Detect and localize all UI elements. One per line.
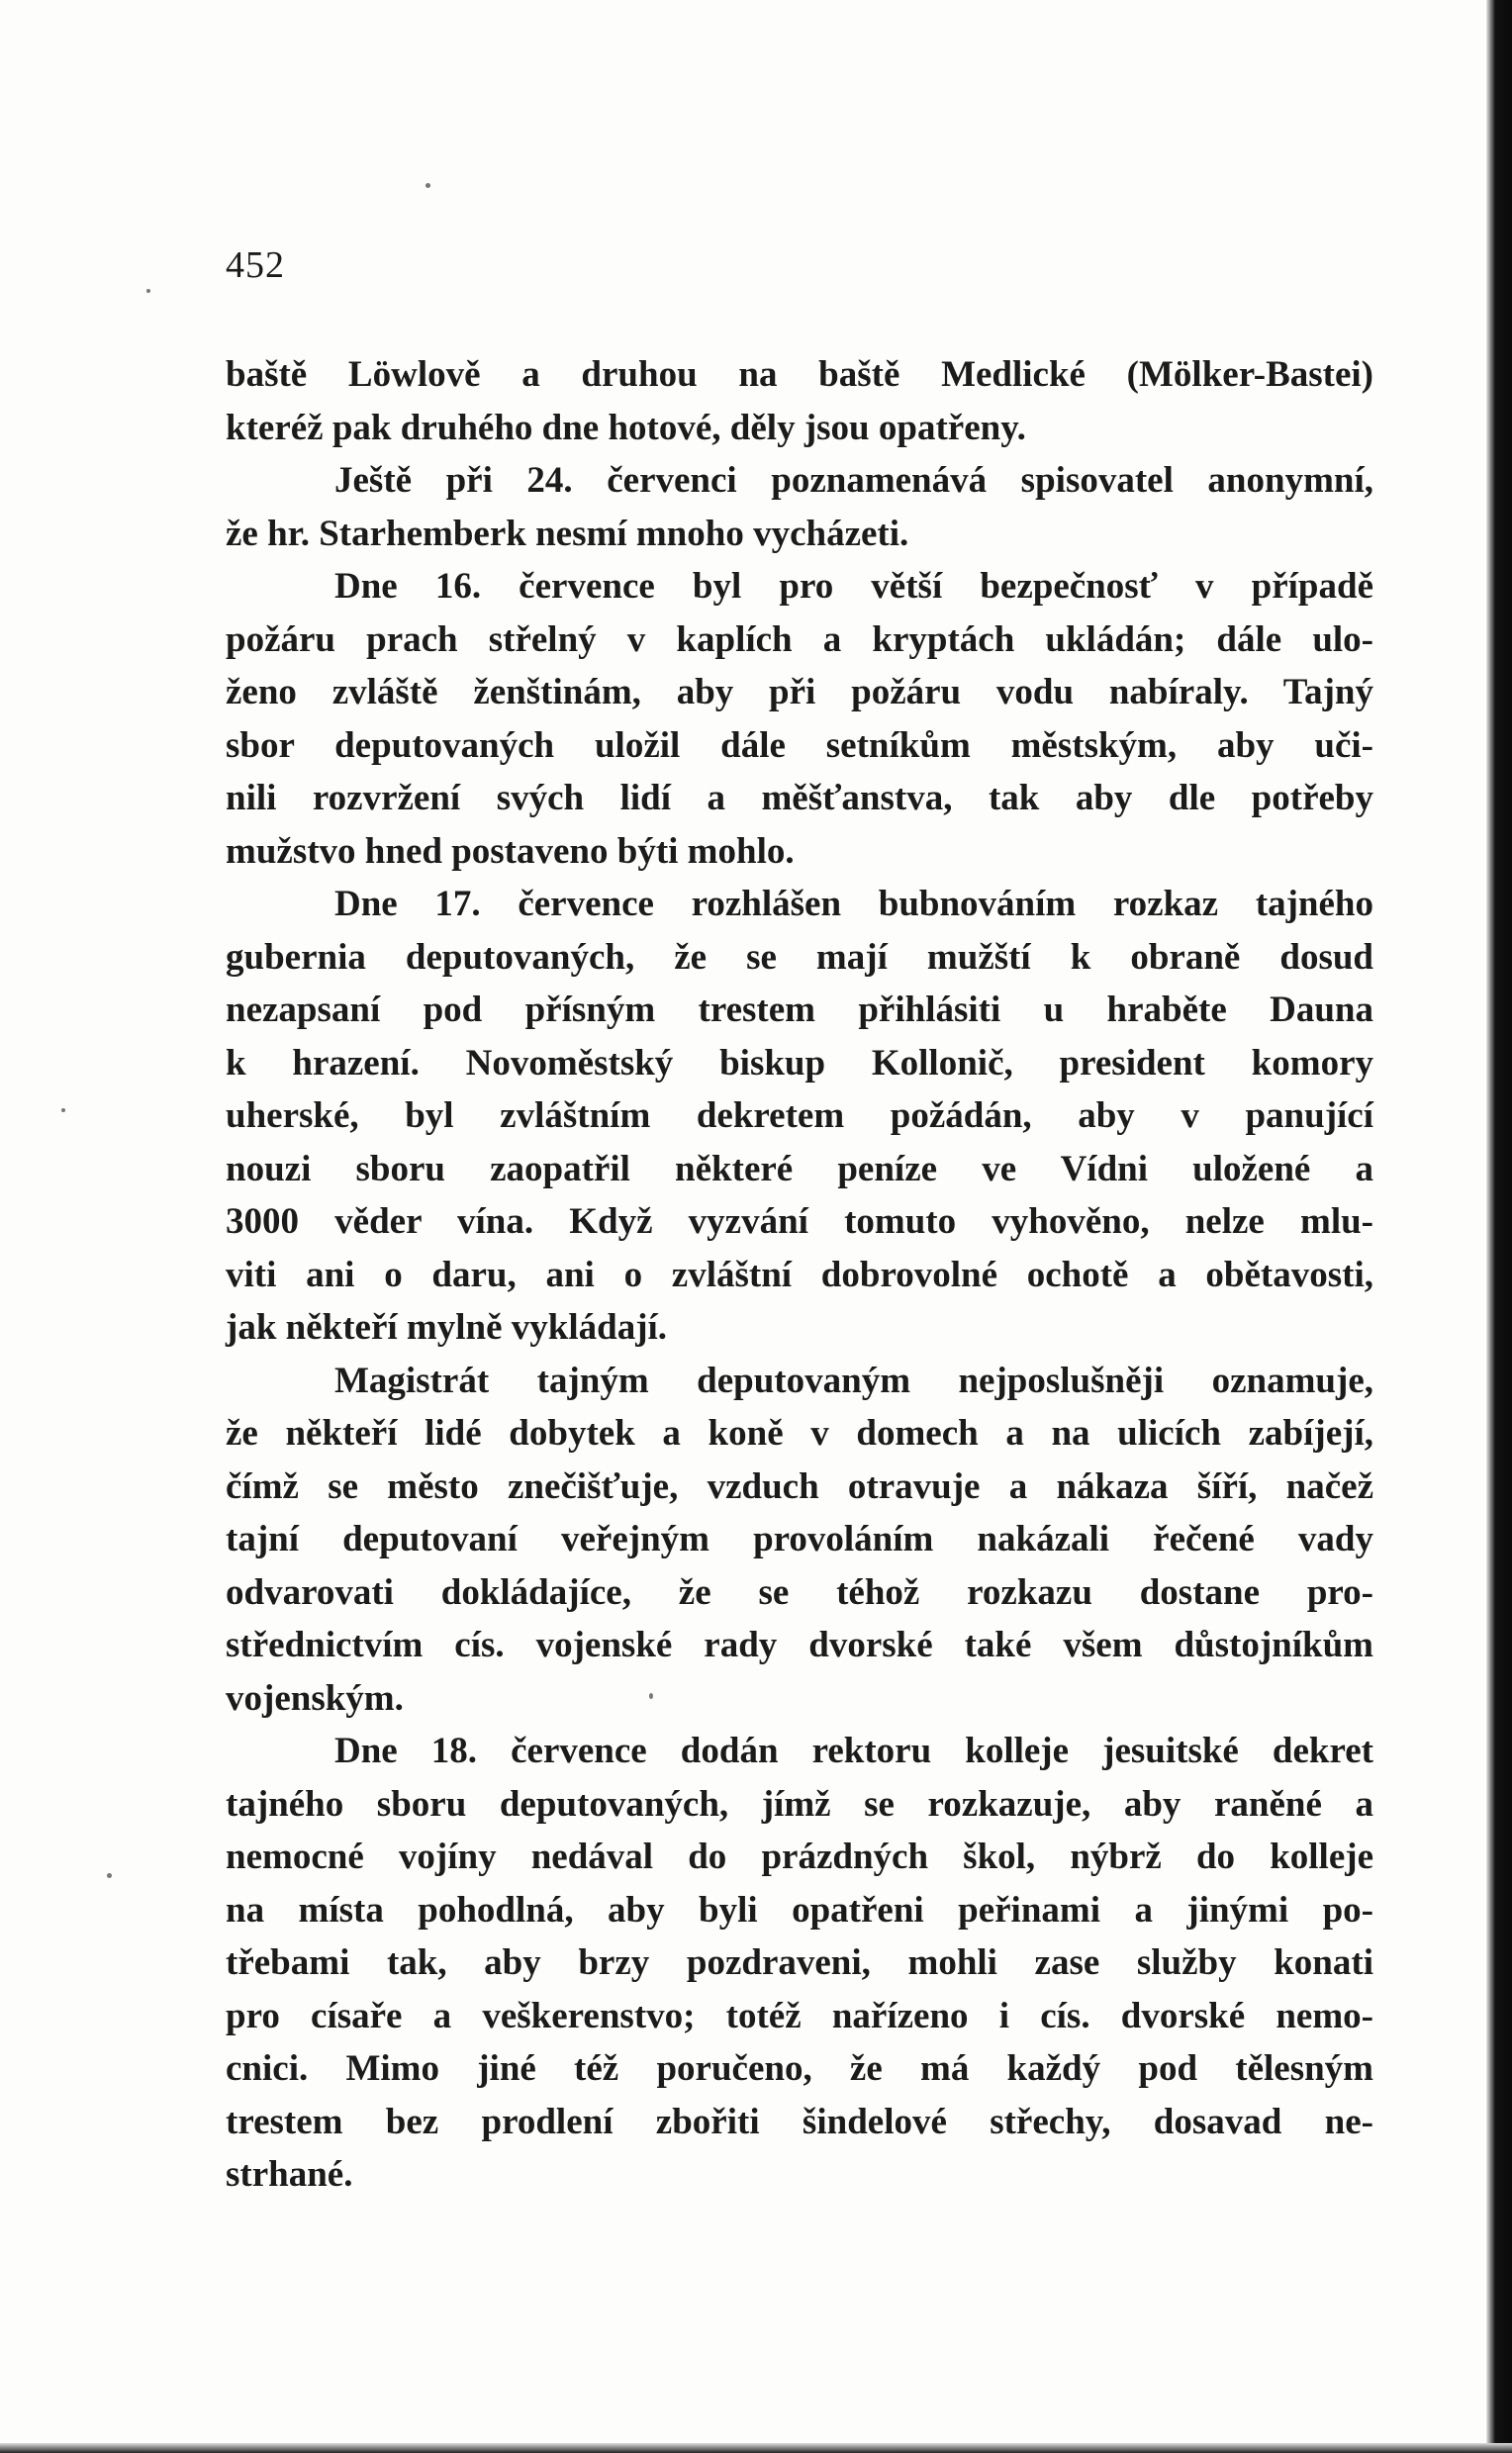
text-line: trestem bez prodlení zbořiti šindelové střechy, dosavad ne- (226, 2101, 1373, 2142)
body-text (226, 348, 1373, 2202)
text-line: tajní deputovaní veřejným provoláním nakázali řečené vady (226, 1519, 1373, 1559)
text-line: nemocné vojíny nedával do prázdných škol, nýbrž do kolleje (226, 1837, 1373, 1877)
page-bottom-edge (0, 2443, 1512, 2453)
text-line: na místa pohodlná, aby byli opatřeni peřinami a jinými po- (226, 1889, 1373, 1931)
text-line: Magistrát tajným deputovaným nejposlušněji oznamuje, (334, 1360, 1373, 1401)
text-line: Ještě při 24. červenci poznamenává spisovatel anonymní, (334, 460, 1373, 501)
text-line: čímž se město znečišťuje, vzduch otravuje a nákaza šíří, načež (226, 1465, 1373, 1507)
page-edge-shadow (1486, 0, 1512, 2453)
text-line: třebami tak, aby brzy pozdraveni, mohli zase služby konati (226, 1942, 1373, 1983)
text-line: že někteří lidé dobytek a koně v domech a na ulicích zabíjejí, (226, 1413, 1373, 1454)
text-line: jak někteří mylně vykládají. (226, 1307, 668, 1348)
text-line: ženo zvláště ženštinám, aby při požáru vodu nabíraly. Tajný (226, 672, 1373, 712)
text-line: odvarovati dokládajíce, že se téhož rozkazu dostane pro- (226, 1571, 1373, 1613)
text-line: cnici. Mimo jiné též poručeno, že má každý pod tělesným (226, 2048, 1373, 2089)
text-line: gubernia deputovaných, že se mají mužští k obraně dosud (226, 936, 1373, 978)
text-line: střednictvím cís. vojenské rady dvorské také všem důstojníkům (226, 1625, 1373, 1665)
text-line: nili rozvržení svých lidí a měšťanstva, tak aby dle potřeby (226, 778, 1373, 818)
text-line: viti ani o daru, ani o zvláštní dobrovolné ochotě a obětavosti, (226, 1254, 1373, 1295)
paper-speck (107, 1873, 112, 1878)
page-number: 452 (226, 244, 285, 286)
text-line: pro císaře a veškerenstvo; totéž nařízeno i cís. dvorské nemo- (226, 1995, 1373, 2036)
text-line: nouzi sboru zaopatřil některé peníze ve Vídni uložené a (226, 1148, 1373, 1189)
text-line: k hrazení. Novoměstský biskup Kollonič, president komory (226, 1042, 1373, 1084)
text-line: sbor deputovaných uložil dále setníkům městským, aby uči- (226, 724, 1373, 766)
text-line: 3000 věder vína. Když vyzvání tomuto vyhověno, nelze mlu- (226, 1201, 1373, 1242)
text-line: kteréž pak druhého dne hotové, děly jsou opatřeny. (226, 407, 1026, 448)
text-line: uherské, byl zvláštním dekretem požádán, aby v panující (226, 1095, 1373, 1136)
text-line: Dne 16. července byl pro větší bezpečnosť v případě (334, 566, 1373, 607)
paper-speck (146, 289, 150, 293)
text-line: vojenským. (226, 1677, 404, 1719)
text-line: mužstvo hned postaveno býti mohlo. (226, 830, 795, 872)
text-line: požáru prach střelný v kaplích a kryptách ukládán; dále ulo- (226, 618, 1373, 660)
text-line: že hr. Starhemberk nesmí mnoho vycházeti. (226, 513, 909, 554)
text-line: Dne 17. července rozhlášen bubnováním rozkaz tajného (334, 884, 1373, 924)
text-line: tajného sboru deputovaných, jímž se rozkazuje, aby raněné a (226, 1783, 1373, 1825)
text-line: strhané. (226, 2154, 353, 2195)
text-line: nezapsaní pod přísným trestem přihlásiti u hraběte Dauna (226, 990, 1373, 1030)
paper-speck (649, 1693, 653, 1699)
paper-speck (61, 1108, 65, 1112)
text-line: Dne 18. července dodán rektoru kolleje jesuitské dekret (334, 1731, 1373, 1771)
paper-speck (425, 183, 430, 188)
text-line: baště Löwlově a druhou na baště Medlické (Mölker-Bastei) (226, 354, 1373, 395)
